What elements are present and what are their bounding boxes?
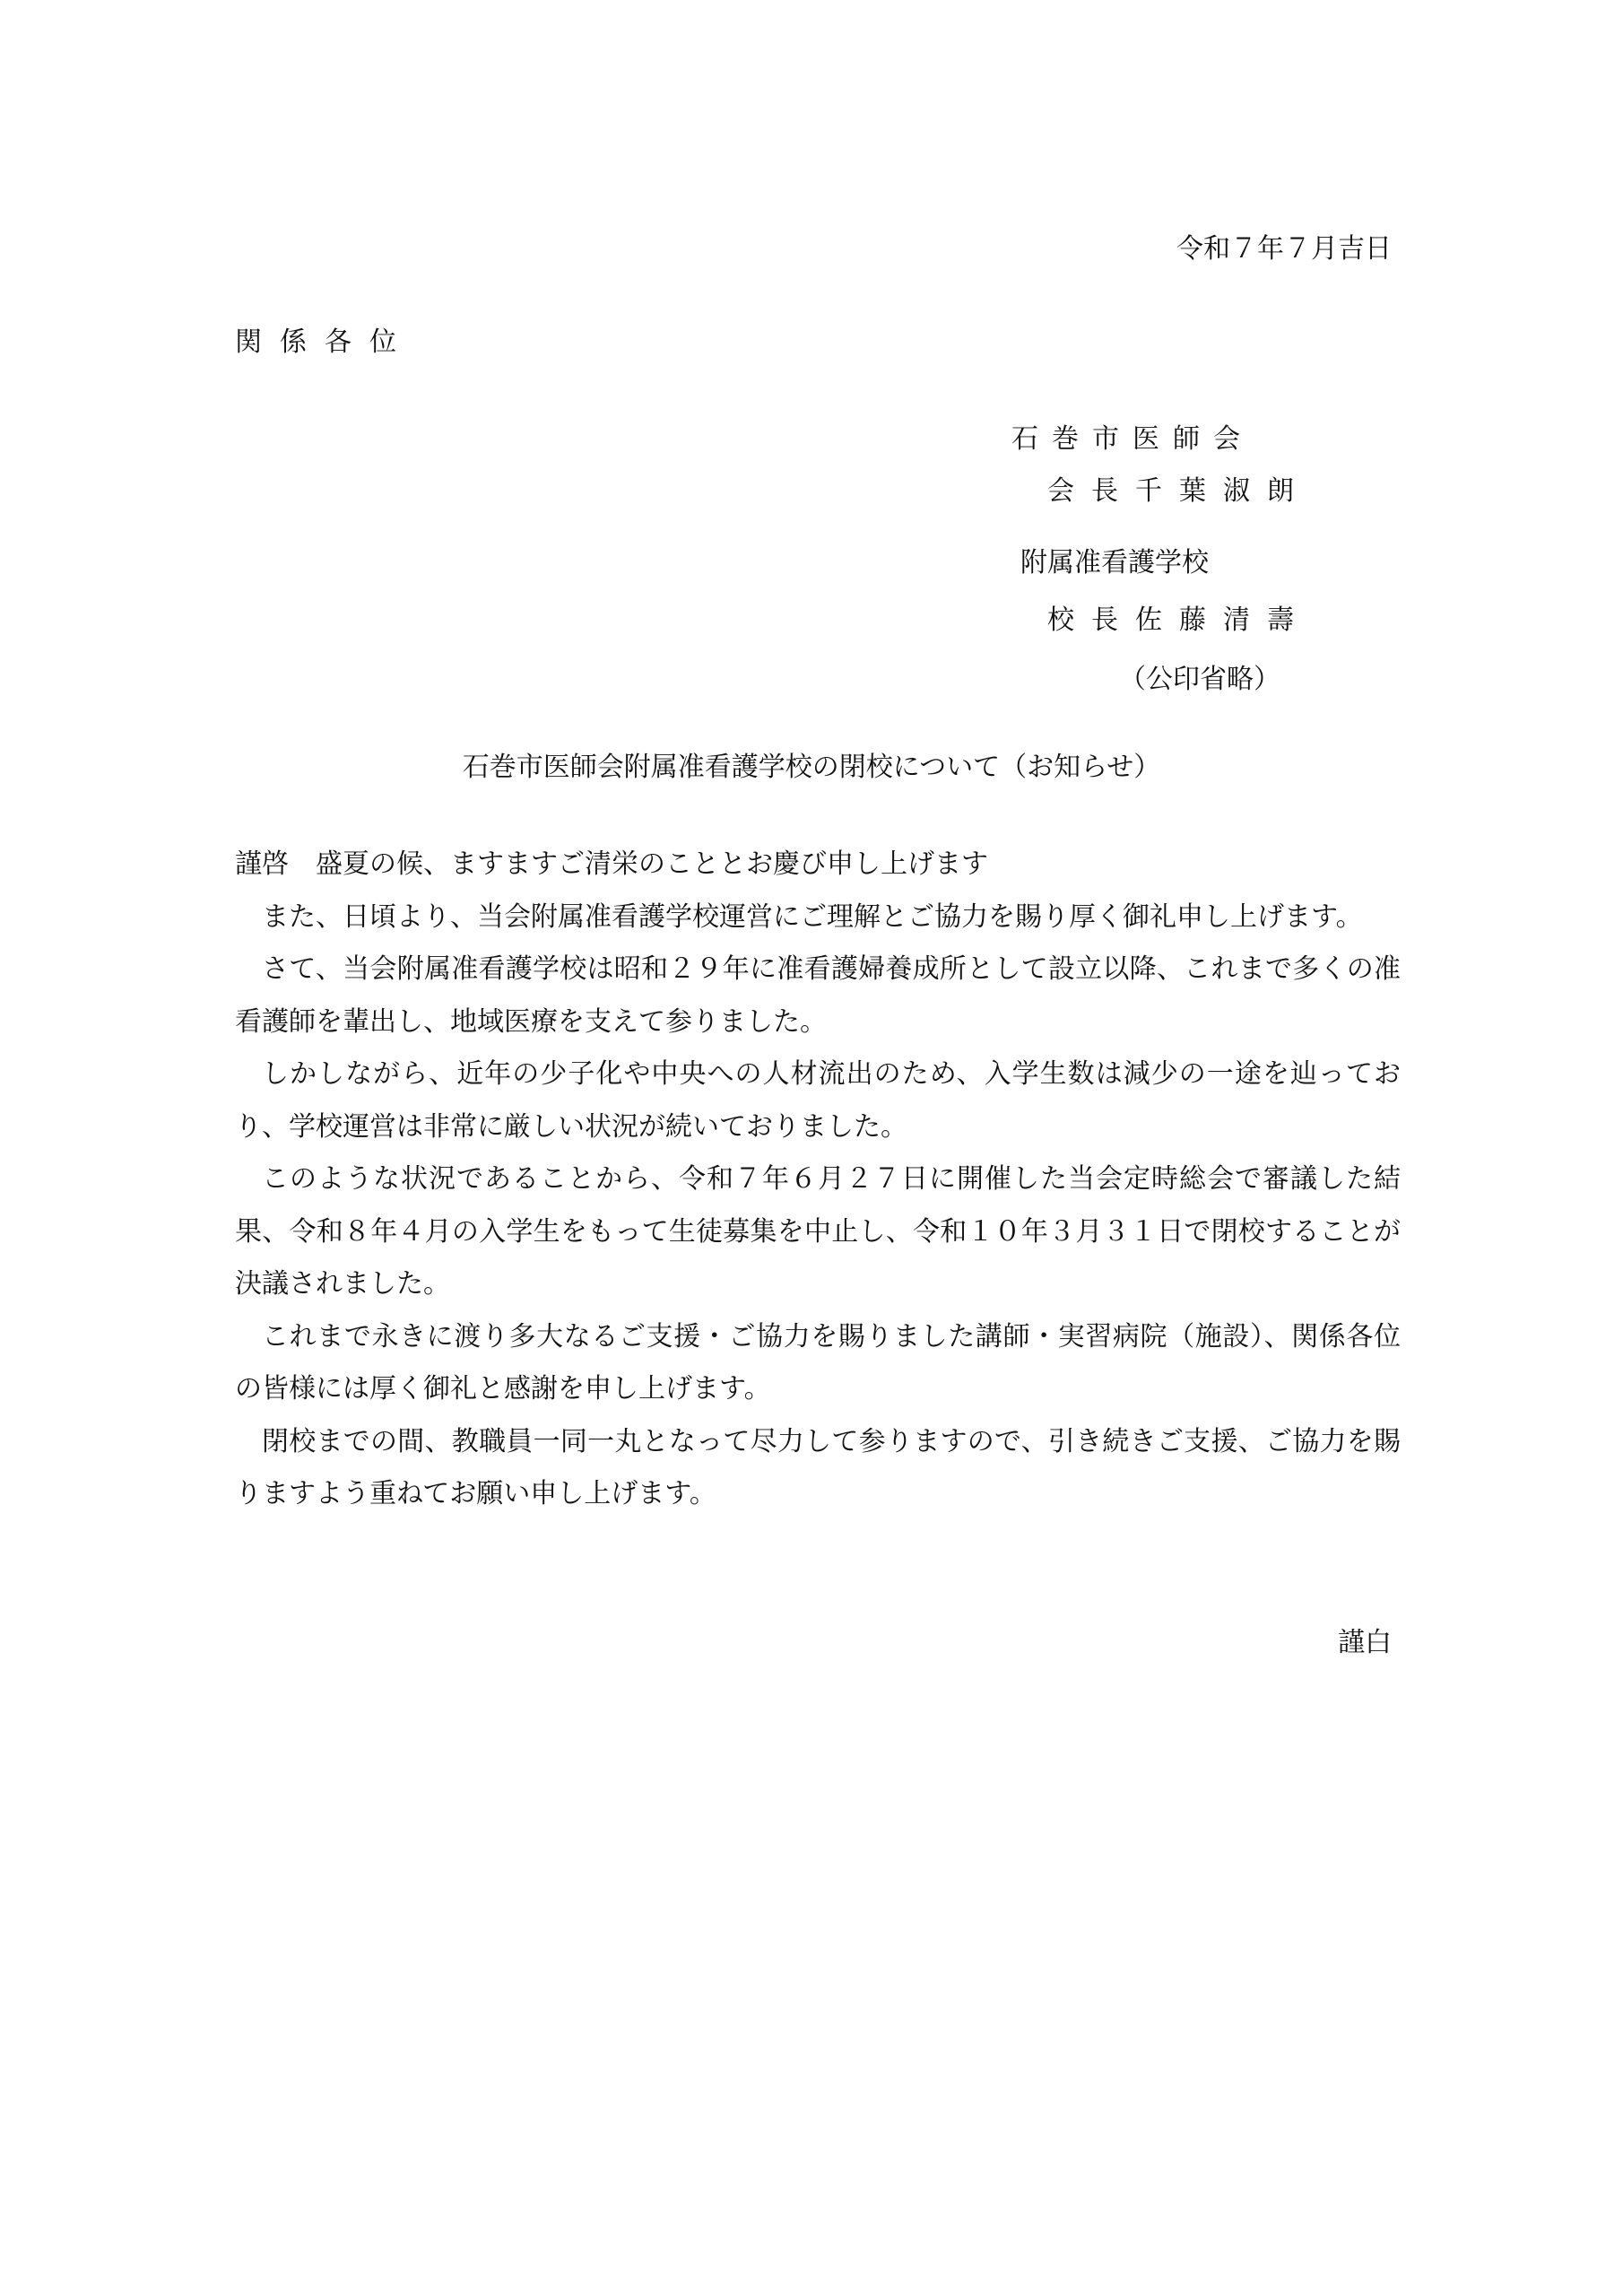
body-paragraph: また、日頃より、当会附属准看護学校運営にご理解とご協力を賜り厚く御礼申し上げます。	[262, 900, 1363, 933]
addressee: 関係各位	[235, 326, 414, 358]
sender-signatory-principal: 校長佐藤清壽	[1047, 604, 1311, 636]
sender-organization: 石巻市医師会	[1011, 423, 1254, 455]
body-paragraph: さて、当会附属准看護学校は昭和２９年に准看護婦養成所として設立以降、これまで多くの准看護師を輩出し、地域医療を支えて参りました。	[235, 953, 1401, 1038]
body-paragraph: 閉校までの間、教職員一同一丸となって尽力して参りますので、引き続きご支援、ご協力を賜りますよう重ねてお願い申し上げます。	[235, 1425, 1401, 1509]
body-paragraph: しかしながら、近年の少子化や中央への人材流出のため、入学生数は減少の一途を辿っており、学校運営は非常に厳しい状況が続いておりました。	[235, 1058, 1401, 1143]
document-body	[235, 839, 1401, 1521]
body-paragraph: 謹啓 盛夏の候、ますますご清栄のこととお慶び申し上げます	[235, 848, 988, 880]
body-paragraph: このような状況であることから、令和７年６月２７日に開催した当会定時総会で審議した結果、令和８年４月の入学生をもって生徒募集を中止し、令和１０年３月３１日で閉校することが決議されました。	[235, 1163, 1401, 1300]
closing-remark: 謹白	[1338, 1627, 1392, 1658]
body-paragraph: これまで永きに渡り多大なるご支援・ご協力を賜りました講師・実習病院（施設）、関係各位の皆様には厚く御礼と感謝を申し上げます。	[235, 1320, 1401, 1405]
seal-omitted-note: （公印省略）	[1119, 664, 1280, 695]
document-title: 石巻市医師会附属准看護学校の閉校について（お知らせ）	[462, 752, 1161, 783]
document-date: 令和７年７月吉日	[1176, 233, 1392, 265]
sender-signatory-chairman: 会長千葉淑朗	[1047, 475, 1311, 507]
sender-school: 附属准看護学校	[1020, 547, 1209, 578]
